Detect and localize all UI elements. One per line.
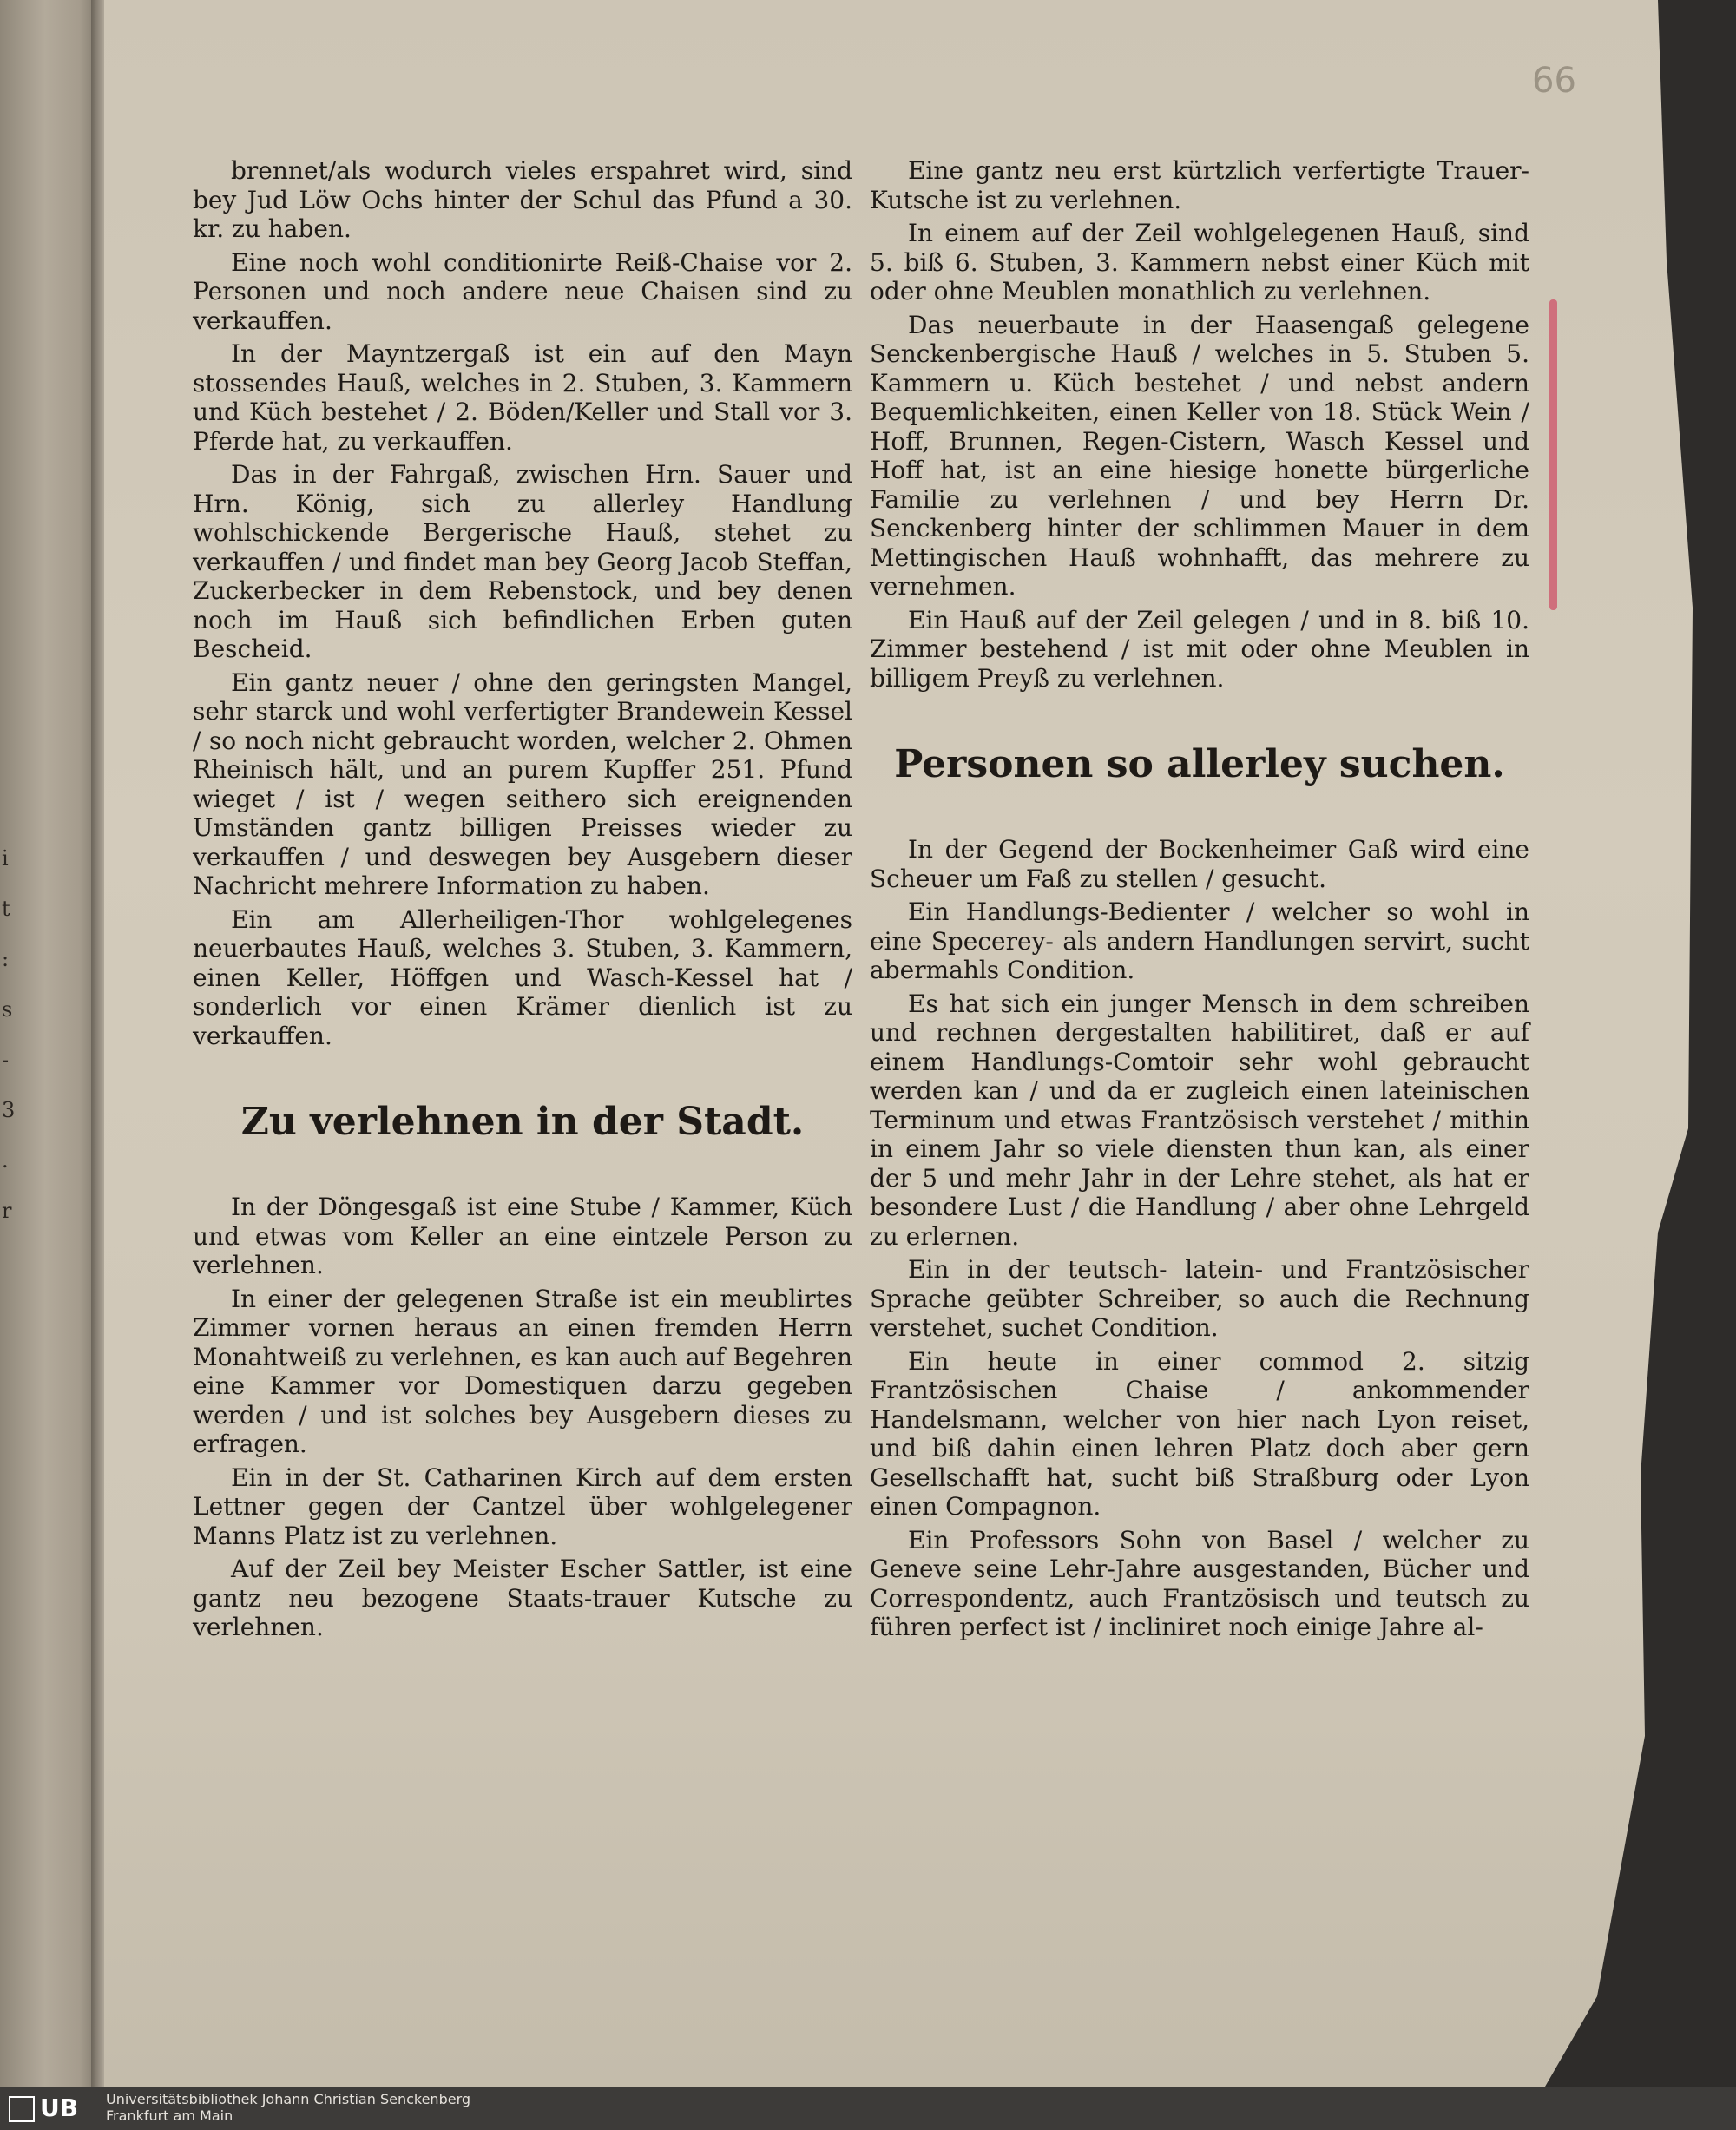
right-paragraph: Ein Handlungs-Bedienter / welcher so wohl in eine Specerey- als andern Handlungen servirt, sucht abermahls Condition. (870, 897, 1529, 984)
right-column (870, 156, 1529, 1647)
section-heading-zu-verlehnen: Zu verlehnen in der Stadt. (240, 1100, 805, 1144)
left-paragraph: Ein am Allerheiligen-Thor wohlgelegenes neuerbautes Hauß, welches 3. Stuben, 3. Kammern, einen Keller, Höffgen und Wasch-Kessel hat / sonderlich vor einen Krämer dienlich ist zu verkauffen. (193, 904, 852, 1050)
right-paragraph: Eine gantz neu erst kürtzlich verfertigte Trauer-Kutsche ist zu verlehnen. (870, 156, 1529, 214)
library-name-line2: Frankfurt am Main (106, 2107, 233, 2124)
left-paragraph: Eine noch wohl conditionirte Reiß-Chaise vor 2. Personen und noch andere neue Chaisen sind zu verkauffen. (193, 247, 852, 335)
library-name (106, 2091, 470, 2124)
ub-logo-text: UB (40, 2094, 79, 2122)
right-paragraph: Das neuerbaute in der Haasengaß gelegene Senckenbergische Hauß / welches in 5. Stuben 5. Kammern u. Küch bestehet / und nebst andern Bequemlichkeiten, einen Keller von 18. Stück Wein / Hoff, Brunnen, Regen-Cistern, Wasch Kessel und Hoff hat, ist an eine hiesige honette bürgerliche Familie zu verlehnen / und bey Herrn Dr. Senckenberg hinter der schlimmen Mauer in dem Mettingischen Hauß wohnhafft, das mehrere zu vernehmen. (870, 310, 1529, 601)
library-name-line1: Universitätsbibliothek Johann Christian Senckenberg (106, 2091, 471, 2107)
previous-page-edge (0, 0, 100, 2087)
left-paragraph: In der Döngesgaß ist eine Stube / Kammer, Küch und etwas vom Keller an eine eintzele Person zu verlehnen. (193, 1193, 852, 1279)
left-paragraph: Ein gantz neuer / ohne den geringsten Mangel, sehr starck und wohl verfertigter Brandewein Kessel / so noch nicht gebraucht worden, welcher 2. Ohmen Rheinisch hält, und an purem Kupffer 251. Pfund wieget / ist / wegen seithero sich ereignenden Umständen gantz billigen Preisses wieder zu verkauffen / und deswegen bey Ausgebern dieser Nachricht mehrere Information zu haben. (193, 667, 852, 900)
page-number: 66 (1532, 61, 1576, 101)
ub-logo[interactable] (9, 2092, 95, 2125)
ub-logo-mark-icon (9, 2096, 35, 2122)
margin-highlight-mark (1549, 299, 1557, 610)
right-paragraph: Ein heute in einer commod 2. sitzig Frantzösischen Chaise / ankommender Handelsmann, welcher von hier nach Lyon reiset, und biß dahin einen lehren Platz doch aber gern Gesellschafft hat, sucht biß Straßburg oder Lyon einen Compagnon. (870, 1346, 1529, 1521)
right-paragraph: In einem auf der Zeil wohlgelegenen Hauß, sind 5. biß 6. Stuben, 3. Kammern nebst einer Küch mit oder ohne Meublen monathlich zu verlehnen. (870, 219, 1529, 306)
right-paragraph: Ein Hauß auf der Zeil gelegen / und in 8. biß 10. Zimmer bestehend / ist mit oder ohne Meublen in billigem Preyß zu verlehnen. (870, 605, 1529, 693)
left-paragraph: Ein in der St. Catharinen Kirch auf dem ersten Lettner gegen der Cantzel über wohlgelegener Manns Platz ist zu verlehnen. (193, 1463, 852, 1550)
right-paragraph: In der Gegend der Bockenheimer Gaß wird eine Scheuer um Faß zu stellen / gesucht. (870, 835, 1529, 893)
left-paragraph: In der Mayntzergaß ist ein auf den Mayn stossendes Hauß, welches in 2. Stuben, 3. Kammern und Küch bestehet / 2. Böden/Keller und Stall vor 3. Pferde hat, zu verkauffen. (193, 339, 852, 456)
left-paragraph: Das in der Fahrgaß, zwischen Hrn. Sauer und Hrn. König, sich zu allerley Handlung wohlschickende Bergerische Hauß, stehet zu verkauffen / und findet man bey Georg Jacob Steffan, Zuckerbecker in dem Rebenstock, und bey denen noch im Hauß sich befindlichen Erben guten Bescheid. (193, 460, 852, 663)
left-column (193, 156, 852, 1647)
previous-page-letter-fragments: i t : s - 3 . r (2, 846, 16, 1223)
right-paragraph: Ein Professors Sohn von Basel / welcher zu Geneve seine Lehr-Jahre ausgestanden, Bücher und Correspondentz, auch Frantzösisch und teutsch zu führen perfect ist / incliniret noch einige Jahre al- (870, 1525, 1529, 1641)
left-paragraph: Auf der Zeil bey Meister Escher Sattler, ist eine gantz neu bezogene Staats-trauer Kutsche zu verlehnen. (193, 1555, 852, 1641)
left-paragraph: In einer der gelegenen Straße ist ein meublirtes Zimmer vornen heraus an einen fremden Herrn Monahtweiß zu verlehnen, es kan auch auf Begehren eine Kammer vor Domestiquen darzu gegeben werden / und ist solches bey Ausgebern dieses zu erfragen. (193, 1284, 852, 1458)
right-paragraph: Es hat sich ein junger Mensch in dem schreiben und rechnen dergestalten habilitiret, daß er auf einem Handlungs-Comtoir sehr wohl gebraucht werden kan / und da er zugleich einen lateinischen Terminum und etwas Frantzösisch verstehet / mithin in einem Jahr so viele diensten thun kan, als einer der 5 und mehr Jahr in der Lehre stehet, als hat er besondere Lust / die Handlung / aber ohne Lehrgeld zu erlernen. (870, 989, 1529, 1251)
left-paragraph: brennet/als wodurch vieles erspahret wird, sind bey Jud Löw Ochs hinter der Schul das Pfund a 30. kr. zu haben. (193, 156, 852, 243)
right-paragraph: Ein in der teutsch- latein- und Frantzösischer Sprache geübter Schreiber, so auch die Rechnung verstehet, suchet Condition. (870, 1255, 1529, 1342)
library-footer-bar (0, 2087, 1736, 2130)
section-heading-personen-suchen: Personen so allerley suchen. (894, 742, 1505, 786)
